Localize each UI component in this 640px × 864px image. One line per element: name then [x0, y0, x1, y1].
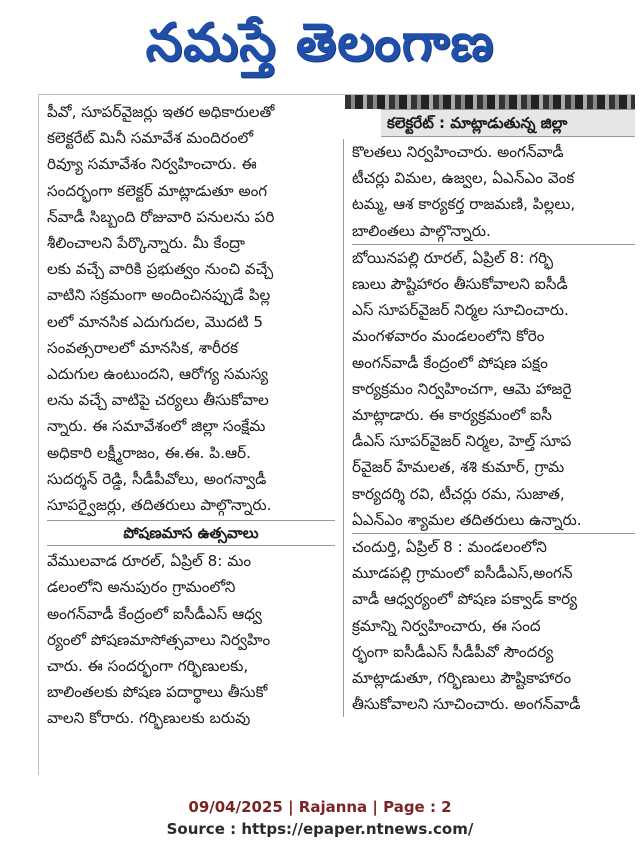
article-line: టీచర్లు విమల, ఉజ్వల, ఏఎన్ఎం వెంక	[352, 169, 575, 188]
article-line: న్‌వాడీ సిబ్బంది రోజువారి పనులను పరి	[47, 207, 275, 226]
footer-source-link[interactable]: Source : https://epaper.ntnews.com/	[166, 820, 474, 838]
right-column-body-b	[352, 244, 635, 533]
article-line: ర్‌వైజర్ హేమలత, శశి కుమార్, గ్రామ	[352, 458, 565, 477]
article-line: కార్యదర్శి రవి, టీచర్లు రమ, సుజాత,	[352, 484, 565, 503]
article-line: సంవత్సరాలలో మానసిక, శారీరక	[47, 338, 238, 357]
article-line: ఎదుగుల ఉంటుందని, ఆరోగ్య సమస్య	[47, 365, 269, 384]
article-line: అధికారి లక్ష్మీరాజం, ఈ.ఈ. పి.ఆర్.	[47, 443, 251, 462]
article-clipping	[38, 94, 635, 775]
article-line: లలో మానసిక ఎదుగుదల, మొదటి 5	[47, 312, 264, 331]
article-line: బాలింతలకు పోషణ పదార్థాలు తీసుకో	[47, 683, 268, 702]
article-line: క్రమాన్ని నిర్వహించారు, ఈ సంద	[352, 616, 541, 635]
article-line: పీవో, సూపర్‌వైజర్లు ఇతర అధికారులతో	[47, 103, 275, 121]
article-line: వాలని కోరారు. గర్భిణులకు బరువు	[47, 709, 251, 728]
article-line: చారు. ఈ సందర్భంగా గర్భిణులకు,	[47, 657, 249, 676]
masthead-logo	[0, 0, 640, 86]
article-line: ర్యంలో పోషణమాసోత్సవాలు నిర్వహిం	[47, 630, 271, 649]
right-column-body-c	[352, 533, 635, 717]
article-line: మంగళవారం మండలంలోని కోరెం	[352, 327, 545, 346]
article-line: మాట్లాడుతూ, గర్భిణులు పౌష్టికాహారం	[352, 669, 572, 688]
article-line: రివ్యూ సమావేశం నిర్వహించారు. ఈ	[47, 155, 257, 174]
article-line: డీఎస్ సూపర్‌వైజర్ నిర్మల, హెల్త్ సూప	[352, 432, 572, 451]
article-line: సందర్భంగా కలెక్టర్ మాట్లాడుతూ అంగ	[47, 181, 268, 200]
article-line: లను వచ్చే వాటిపై చర్యలు తీసుకోవాల	[47, 391, 269, 410]
article-line: అంగన్‌వాడీ కేంద్రంలో ఐసీడీఎస్ ఆధ్వ	[47, 604, 262, 623]
newspaper-title: నమస్తే తెలంగాణ	[145, 13, 495, 73]
footer	[0, 796, 640, 840]
article-line: వాడీ ఆధ్వర్యంలో పోషణ పక్వాడ్ కార్య	[352, 590, 578, 609]
article-line: కార్యక్రమం నిర్వహించగా, ఆమె హాజరై	[352, 379, 572, 398]
article-line: ఎస్ సూపర్‌వైజర్ నిర్మల సూచించారు.	[352, 301, 569, 320]
article-line: బోయినపల్లి రూరల్, ఏప్రిల్ 8: గర్భి	[352, 248, 554, 267]
left-column-body-a	[47, 99, 335, 518]
article-line: డలంలోని అనుపురం గ్రామంలోని	[47, 578, 236, 597]
article-line: కొలతలు నిర్వహించారు. అంగన్‌వాడీ	[352, 143, 564, 161]
left-column-body-b	[47, 548, 335, 731]
article-line: తీసుకోవాలని సూచించారు. అంగన్‌వాడీ	[352, 695, 581, 714]
article-line: మూడపల్లి గ్రామంలో ఐసీడీఎస్,అంగన్	[352, 564, 573, 583]
article-line: సుదర్శన్ రెడ్డి, సీడీపీవోలు, అంగన్వాడీ	[47, 469, 267, 488]
article-line: న్నారు. ఈ సమావేశంలో జిల్లా సంక్షేమ	[47, 417, 266, 436]
article-line: లకు వచ్చే వారికి ప్రభుత్వం నుంచి వచ్చే	[47, 260, 274, 279]
article-line: మాట్లాడారు. ఈ కార్యక్రమంలో ఐసీ	[352, 406, 552, 425]
footer-dateline: 09/04/2025 | Rajanna | Page : 2	[188, 798, 452, 816]
article-line: శీలించాలని పేర్కొన్నారు. మీ కేంద్రా	[47, 234, 245, 253]
section-subhead: పోషణమాస ఉత్సవాలు	[47, 520, 335, 546]
article-line: కలెక్టరేట్ మినీ సమావేశ మందిరంలో	[47, 129, 254, 148]
article-line: ణులు పౌష్టిహారం తీసుకోవాలని ఐసీడీ	[352, 275, 568, 294]
article-line: వాటిని సక్రమంగా అందించినప్పుడే పిల్ల	[47, 286, 271, 305]
photo-caption: కలెక్టరేట్ : మాట్లాడుతున్న జిల్లా	[381, 109, 635, 137]
article-line: ర్భంగా ఐసీడీఎస్ సీడీపీవో సౌందర్య	[352, 642, 554, 661]
photo-image	[345, 95, 635, 109]
right-column-body-a	[352, 139, 635, 244]
article-line: బాలింతలు పాల్గొన్నారు.	[352, 221, 491, 240]
article-line: సూపర్వైజర్లు, తదితరులు పాల్గొన్నారు.	[47, 496, 272, 515]
article-line: వేములవాడ రూరల్, ఏప్రిల్ 8: మం	[47, 552, 252, 571]
article-line: చందుర్తి, ఏప్రిల్ 8 : మండలంలోని	[352, 538, 547, 557]
left-column	[47, 99, 335, 732]
article-line: టమ్మ, ఆశ కార్యకర్త రాజమణి, పిల్లలు,	[352, 195, 576, 214]
article-line: ఏఎన్ఎం శ్యామల తదితరులు ఉన్నారు.	[352, 510, 582, 529]
right-column	[343, 139, 635, 717]
article-line: అంగన్‌వాడీ కేంద్రంలో పోషణ పక్షం	[352, 353, 548, 372]
